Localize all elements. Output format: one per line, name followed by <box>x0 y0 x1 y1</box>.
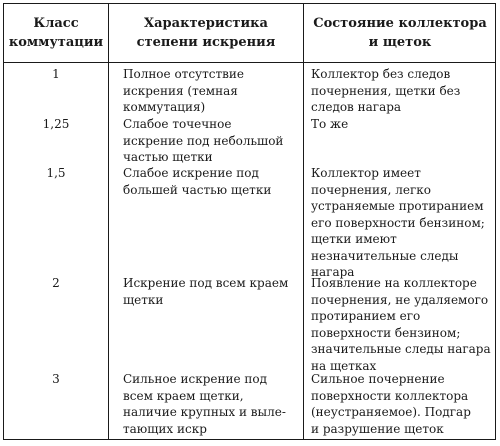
row-2-characteristic: Слабое точечное искрение под небольшой частью щетки <box>123 117 284 164</box>
row-4-state: Появление на коллекторе почернения, не удаляемого протиранием его поверхности бензином; значительные следы нагара на щетках <box>311 276 491 373</box>
row-2-state: То же <box>311 117 349 131</box>
row-1-class: 1 <box>52 67 60 81</box>
header-characteristic: Характеристика степени искрения <box>136 16 276 50</box>
row-1-state: Коллектор без следов почернения, щетки без следов нагара <box>311 67 461 114</box>
row-3-characteristic: Слабое искрение под большей частью щетки <box>123 166 272 197</box>
column-divider <box>303 4 304 439</box>
column-divider <box>108 4 109 439</box>
row-3-state: Коллектор имеет почернения, легко устраняемые протиранием его поверхности бензином; щетки имеют незначительные следы нагара <box>311 166 485 279</box>
row-2-class: 1,25 <box>42 117 70 131</box>
header-divider <box>4 62 495 63</box>
header-class: Класс коммутации <box>8 16 104 50</box>
row-4-characteristic: Искрение под всем краем щетки <box>123 276 289 307</box>
row-5-class: 3 <box>52 372 60 386</box>
commutation-table <box>3 3 496 440</box>
row-5-characteristic: Сильное искрение под всем краем щетки, наличие крупных и выле- тающих искр <box>123 372 286 436</box>
header-state: Состояние коллектора и щеток <box>313 16 487 50</box>
row-3-class: 1,5 <box>46 166 66 180</box>
row-4-class: 2 <box>52 276 60 290</box>
row-5-state: Сильное почернение поверхности коллектора (неустраняемое). Подгар и разрушение щеток <box>311 372 471 436</box>
row-1-characteristic: Полное отсутствие искрения (темная коммутация) <box>123 67 244 114</box>
